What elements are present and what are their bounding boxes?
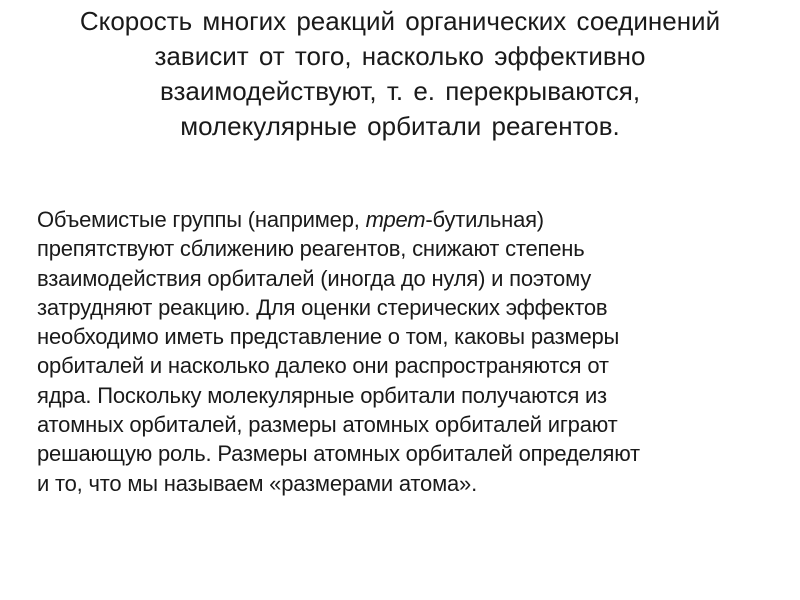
- body-paragraph: [37, 205, 787, 498]
- body-line: ядра. Поскольку молекулярные орбитали получаются из: [37, 382, 607, 408]
- slide-title: [20, 4, 780, 144]
- title-line: Скорость многих реакций органических соединений: [79, 6, 721, 36]
- body-line: [37, 205, 787, 234]
- body-line-prefix: Объемистые группы (например,: [37, 207, 366, 232]
- body-line: решающую роль. Размеры атомных орбиталей определяют: [37, 441, 640, 467]
- body-line: затрудняют реакцию. Для оценки стерических эффектов: [37, 294, 608, 320]
- body-line: препятствуют сближению реагентов, снижают степень: [37, 236, 585, 262]
- body-line: взаимодействия орбиталей (иногда до нуля) и поэтому: [37, 265, 592, 291]
- body-line: и то, что мы называем «размерами атома».: [37, 470, 477, 496]
- title-line: взаимодействуют, т. е. перекрываются,: [159, 76, 641, 106]
- italic-term: трет: [365, 207, 426, 232]
- title-line: молекулярные орбитали реагентов.: [180, 111, 620, 141]
- body-line-suffix: -бутильная): [425, 207, 544, 232]
- title-line: зависит от того, насколько эффективно: [154, 41, 646, 71]
- body-line: орбиталей и насколько далеко они распространяются от: [37, 353, 609, 379]
- body-line: атомных орбиталей, размеры атомных орбиталей играют: [37, 412, 618, 438]
- body-line: необходимо иметь представление о том, каковы размеры: [37, 324, 620, 350]
